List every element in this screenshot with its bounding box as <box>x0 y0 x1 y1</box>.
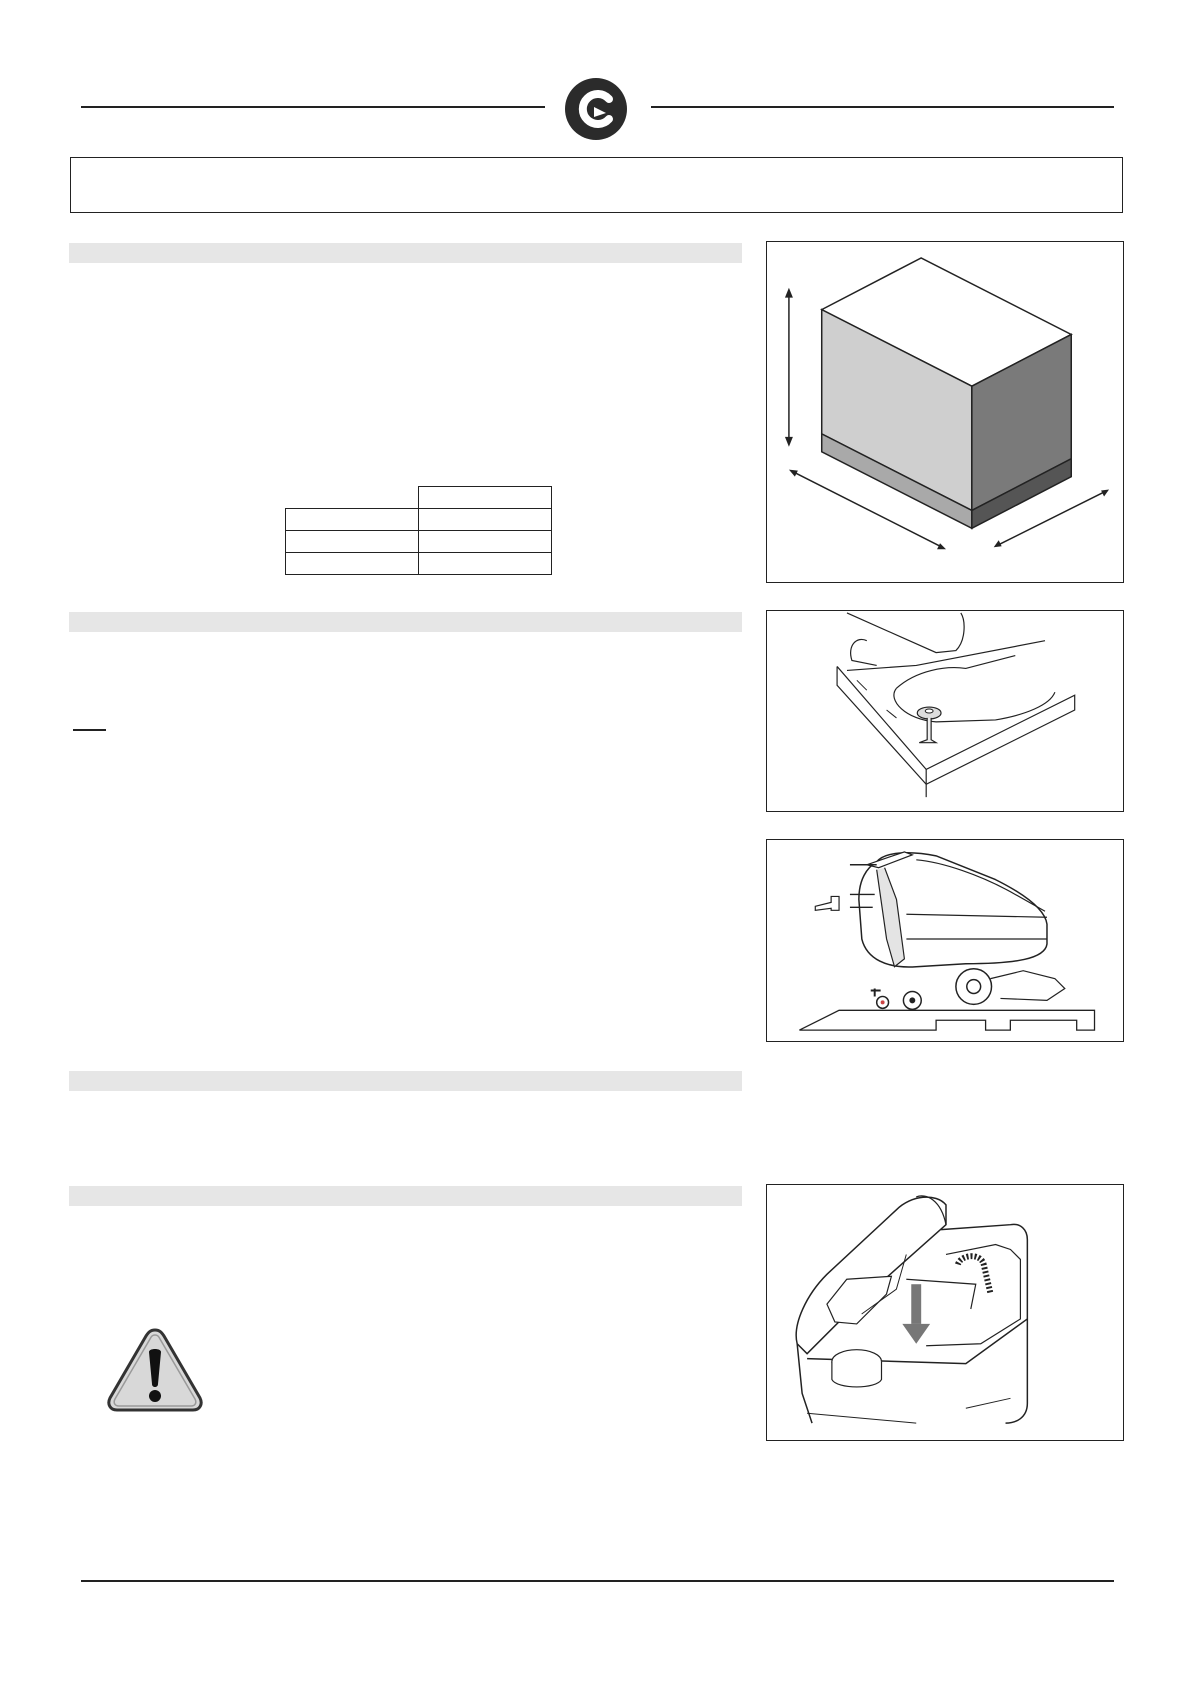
brand-logo-icon <box>564 77 628 141</box>
figure-pallet-bolt <box>766 610 1124 812</box>
table-cell <box>419 509 552 531</box>
table-cell <box>286 531 419 553</box>
figure-machine-on-pallet <box>766 839 1124 1042</box>
table-cell <box>286 509 419 531</box>
section-heading-bar-4 <box>69 1186 742 1206</box>
table-row <box>286 509 552 531</box>
table-row <box>286 531 552 553</box>
table-header-cell <box>419 487 552 509</box>
pallet-bolt-illustration <box>767 611 1123 811</box>
table-row <box>286 487 552 509</box>
section-heading-bar-2 <box>69 612 742 632</box>
dimensions-table <box>285 486 552 575</box>
warning-triangle-icon <box>106 1326 204 1414</box>
note-underline <box>73 729 106 731</box>
figure-battery-compartment <box>766 1184 1124 1441</box>
table-cell <box>419 553 552 575</box>
section-heading-bar-1 <box>69 243 742 263</box>
header-rule-right <box>651 106 1114 108</box>
packing-box-illustration <box>767 242 1123 582</box>
table-cell <box>286 553 419 575</box>
footer-rule <box>81 1580 1114 1582</box>
section-heading-bar-3 <box>69 1071 742 1091</box>
machine-unloading-illustration <box>767 840 1123 1041</box>
table-row <box>286 553 552 575</box>
table-cell <box>419 531 552 553</box>
header-rule-left <box>81 106 545 108</box>
document-title-box <box>70 157 1123 213</box>
battery-compartment-illustration <box>767 1185 1123 1440</box>
table-cell <box>286 487 419 509</box>
figure-packing-box <box>766 241 1124 583</box>
